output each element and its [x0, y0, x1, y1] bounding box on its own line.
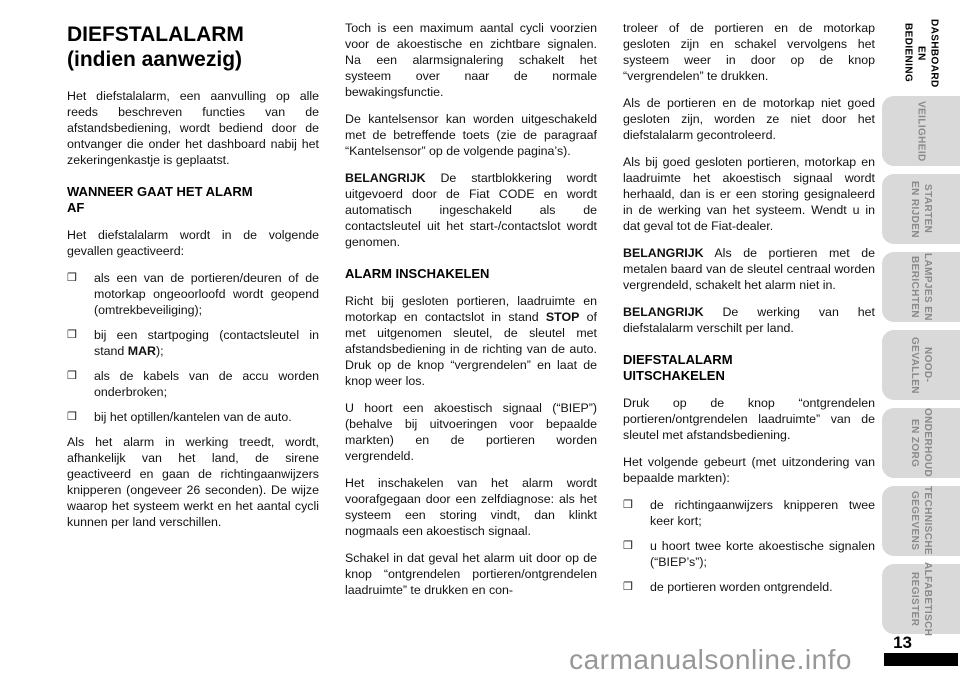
page-number: 13 — [893, 633, 912, 652]
paragraph: U hoort een akoestisch signaal (“BIEP”) (behalve bij uitvoeringen voor bepaalde markten) en de portieren worden vergrendeld. — [345, 401, 597, 463]
square-bullet-icon: ❒ — [67, 370, 77, 382]
important-label: BELANGRIJK — [345, 171, 426, 185]
list-item: ❒ u hoort twee korte akoestische signalen (“BIEP’s”); — [623, 539, 875, 569]
square-bullet-icon: ❒ — [67, 411, 77, 423]
square-bullet-icon: ❒ — [623, 499, 633, 511]
section-index-sidebar — [882, 18, 960, 642]
page-title — [67, 22, 319, 72]
paragraph: Het volgende gebeurt (met uitzondering van bepaalde markten): — [623, 455, 875, 485]
page-content — [67, 20, 875, 609]
list-item: ❒ de portieren worden ontgrendeld. — [623, 580, 833, 594]
square-bullet-icon: ❒ — [67, 329, 77, 341]
column-2 — [345, 20, 597, 609]
sidebar-tab-alfabetisch-register: ALFABETISCH REGISTER — [882, 564, 960, 634]
section-heading-alarm-inschakelen: ALARM INSCHAKELEN — [345, 266, 490, 281]
list-item: ❒ als een van de portieren/deuren of de motorkap ongeoorloofd wordt geopend (omtrekbeveiliging); — [67, 271, 319, 317]
paragraph: Druk op de knop “ontgrendelen portieren/ontgrendelen laadruimte” van de sleutel met afstandsbediening. — [623, 396, 875, 442]
important-label: BELANGRIJK — [623, 305, 704, 319]
paragraph: Schakel in dat geval het alarm uit door op de knop “ontgrendelen portieren/ontgrendelen laadruimte” te drukken en con- — [345, 551, 597, 597]
sidebar-tab-onderhoud-en-zorg: ONDERHOUD EN ZORG — [882, 408, 960, 478]
list-item: ❒ als de kabels van de accu worden onderbroken; — [67, 369, 319, 399]
watermark: carmanualsonline.info — [569, 644, 852, 675]
bullet-list — [67, 270, 319, 425]
paragraph: BELANGRIJK De werking van het diefstalalarm verschilt per land. — [623, 305, 875, 335]
column-1 — [67, 20, 319, 541]
page-title-line2: (indien aanwezig) — [67, 48, 243, 71]
paragraph: Als het alarm in werking treedt, wordt, afhankelijk van het land, de sirene geactiveerd en gaan de richtingaanwijzers knipperen (ongeveer 26 seconden). De wijze waarop het systeem werkt en het aantal cycli kunnen per land verschillen. — [67, 435, 319, 529]
sidebar-tab-starten-en-rijden: STARTEN EN RIJDEN — [882, 174, 960, 244]
list-item: ❒ bij het optillen/kantelen van de auto. — [67, 410, 292, 424]
square-bullet-icon: ❒ — [67, 272, 77, 284]
list-item: ❒ bij een startpoging (contactsleutel in stand MAR); — [67, 328, 319, 358]
section-heading-uitschakelen: DIEFSTALALARM UITSCHAKELEN — [623, 352, 733, 383]
paragraph: Het inschakelen van het alarm wordt voorafgegaan door een zelfdiagnose: als het systeem een storing vindt, dan klinkt nogmaals een akoestisch signaal. — [345, 476, 597, 538]
column-3 — [623, 20, 875, 604]
sidebar-tab-technische-gegevens: TECHNISCHE GEGEVENS — [882, 486, 960, 556]
paragraph: Richt bij gesloten portieren, laadruimte en motorkap en contactslot in stand STOP of met uitgenomen sleutel, de sleutel met afstandsbediening in de richting van de auto. Druk op de knop “vergrendelen” en laat de knop weer los. — [345, 294, 597, 388]
sidebar-tab-lampjes-en-berichten: LAMPJES EN BERICHTEN — [882, 252, 960, 322]
paragraph: BELANGRIJK De startblokkering wordt uitgevoerd door de Fiat CODE en wordt automatisch ingeschakeld als de contactsleutel uit het start-/contactslot wordt genomen. — [345, 171, 597, 249]
square-bullet-icon: ❒ — [623, 540, 633, 552]
stop-keyword: STOP — [545, 310, 580, 324]
list-item: ❒ de richtingaanwijzers knipperen twee keer kort; — [623, 498, 875, 528]
footer-bar — [884, 653, 958, 666]
paragraph: Als bij goed gesloten portieren, motorkap en laadruimte het akoestisch signaal wordt herhaald, dan is er een storing gesignaleerd in de werking van het systeem. Wendt u in dat geval tot de Fiat-dealer. — [623, 155, 875, 233]
important-label: BELANGRIJK — [623, 246, 704, 260]
sidebar-tab-nood-gevallen: NOOD- GEVALLEN — [882, 330, 960, 400]
paragraph: Het diefstalalarm, een aanvulling op alle reeds beschreven functies van de afstandsbediening, wordt bediend door de ontvanger die onder het dashboard nabij het zekeringenkastje is geplaatst. — [67, 89, 319, 167]
section-heading-alarm-af: WANNEER GAAT HET ALARM AF — [67, 184, 253, 215]
page-title-line1: DIEFSTALALARM — [67, 23, 244, 46]
sidebar-tab-veiligheid: VEILIGHEID — [882, 96, 960, 166]
paragraph: Het diefstalalarm wordt in de volgende gevallen geactiveerd: — [67, 228, 319, 258]
square-bullet-icon: ❒ — [623, 581, 633, 593]
paragraph: troleer of de portieren en de motorkap gesloten zijn en schakel vervolgens het systeem weer in door op de knop “vergrendelen” te drukken. — [623, 21, 875, 83]
bullet-list — [623, 497, 875, 595]
paragraph: Als de portieren en de motorkap niet goed gesloten zijn, worden ze niet door het diefstalalarm gecontroleerd. — [623, 96, 875, 142]
paragraph: De kantelsensor kan worden uitgeschakeld met de betreffende toets (zie de paragraaf “Kantelsensor” op de volgende pagina’s). — [345, 112, 597, 158]
paragraph: BELANGRIJK Als de portieren met de metalen baard van de sleutel centraal worden vergrendeld, schakelt het alarm niet in. — [623, 246, 875, 292]
sidebar-tab-dashboard-en-bediening: DASHBOARD EN BEDIENING — [882, 18, 960, 88]
paragraph: Toch is een maximum aantal cycli voorzien voor de akoestische en zichtbare signalen. Na een alarmsignalering schakelt het systeem over naar de normale bewakingsfunctie. — [345, 21, 597, 99]
